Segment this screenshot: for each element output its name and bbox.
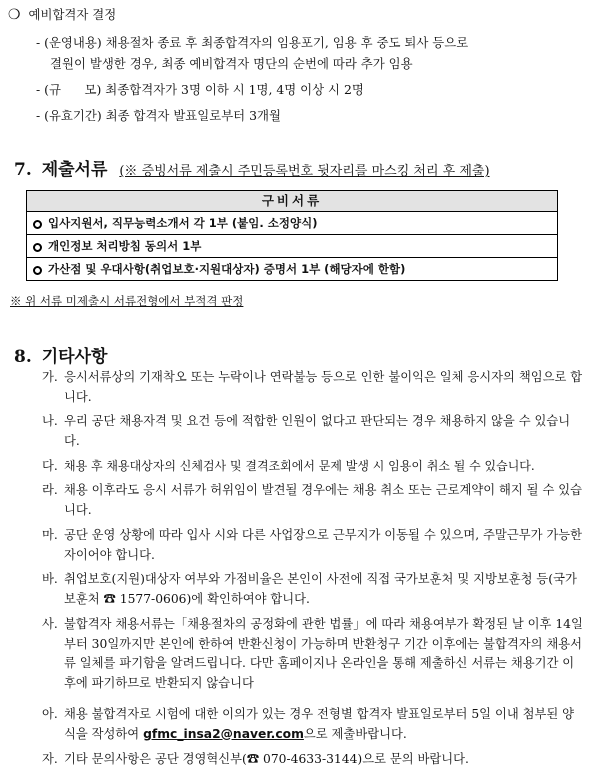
reserve-bullet-3: - (유효기간) 최종 합격자 발표일로부터 3개월 xyxy=(36,108,281,123)
item-marker: 바. xyxy=(42,572,58,586)
item-marker: 가. xyxy=(42,370,58,384)
circle-bullet-icon: ❍ xyxy=(8,7,21,23)
reserve-title-row xyxy=(8,5,116,23)
table-cell: 가산점 및 우대사항(취업보호·지원대상자) 증명서 1부 (해당자에 한함) xyxy=(48,262,406,276)
item-text: 불합격자 채용서류는「채용절차의 공정화에 관한 법률」에 따라 채용여부가 확정된 날 이후 14일부터 30일까지만 본인에 한하여 반환신청이 가능하며 반환청구 기간 이후에는 불합격자의 채용서류 일체를 파기함을 알려드립니다. 다만 홈페이지나 온라인을 통해 제출하신 서류는 채용기간 이후에 파기하므로 반환되지 않습니다 xyxy=(64,617,583,690)
required-documents-table xyxy=(26,190,558,281)
section8-heading xyxy=(14,342,107,367)
item-marker: 사. xyxy=(42,617,58,631)
item-marker: 아. xyxy=(42,707,58,721)
section7-title: 제출서류 xyxy=(41,160,108,180)
item-marker: 마. xyxy=(42,528,58,542)
item-text xyxy=(64,705,584,744)
table-header: 구비서류 xyxy=(27,191,557,212)
table-cell: 입사지원서, 직무능력소개서 각 1부 (붙임. 소정양식) xyxy=(48,216,318,230)
item-text-before: 채용 불합격자로 시험에 대한 이의가 있는 경우 전형별 합격자 발표일로부터 5일 이내 첨부된 양식을 작성하여 xyxy=(64,707,575,741)
item-text-after: 으로 제출바랍니다. xyxy=(303,726,407,741)
section8-number: 8. xyxy=(14,347,32,367)
section7-number: 7. xyxy=(14,160,32,180)
item-text: 취업보호(지원)대상자 여부와 가점비율은 본인이 사전에 직접 국가보훈처 및 지방보훈청 등(국가보훈처 ☎ 1577-0606)에 확인하여야 합니다. xyxy=(64,572,577,606)
contact-email: gfmc_insa2@naver.com xyxy=(143,726,304,741)
item-text: 채용 후 채용대상자의 신체검사 및 결격조회에서 문제 발생 시 임용이 취소 될 수 있습니다. xyxy=(64,459,535,473)
item-text: 채용 이후라도 응시 서류가 허위임이 발견될 경우에는 채용 취소 또는 근로계약이 해지 될 수 있습니다. xyxy=(64,483,582,517)
item-text: 우리 공단 채용자격 및 요건 등에 적합한 인원이 없다고 판단되는 경우 채용하지 않을 수 있습니다. xyxy=(64,414,571,448)
section7-footnote: ※ 위 서류 미제출시 서류전형에서 부적격 판정 xyxy=(10,294,244,308)
table-row xyxy=(27,235,557,258)
circle-bullet-icon xyxy=(33,243,42,252)
table-row xyxy=(27,212,557,235)
circle-bullet-icon xyxy=(33,266,42,275)
section7-heading xyxy=(14,155,490,180)
item-marker: 자. xyxy=(42,752,58,766)
reserve-title: 예비합격자 결정 xyxy=(28,7,117,22)
section7-note: (※ 증빙서류 제출시 주민등록번호 뒷자리를 마스킹 처리 후 제출) xyxy=(119,164,490,179)
reserve-bullet-1: - (운영내용) 채용절차 종료 후 최종합격자의 임용포기, 임용 후 중도 퇴사 등으로 xyxy=(36,35,469,50)
reserve-bullet-2: - (규 모) 최종합격자가 3명 이하 시 1명, 4명 이상 시 2명 xyxy=(36,82,364,97)
item-marker: 나. xyxy=(42,414,58,428)
item-text: 응시서류상의 기재착오 또는 누락이나 연락불능 등으로 인한 불이익은 일체 응시자의 책임으로 합니다. xyxy=(64,370,583,404)
table-cell: 개인정보 처리방침 동의서 1부 xyxy=(48,239,202,253)
reserve-bullet-1-cont: 결원이 발생한 경우, 최종 예비합격자 명단의 순번에 따라 추가 임용 xyxy=(50,56,413,71)
item-marker: 다. xyxy=(42,459,58,473)
circle-bullet-icon xyxy=(33,220,42,229)
item-marker: 라. xyxy=(42,483,58,497)
item-text: 기타 문의사항은 공단 경영혁신부(☎ 070-4633-3144)으로 문의 바랍니다. xyxy=(64,752,469,766)
item-text: 공단 운영 상황에 따라 입사 시와 다른 사업장으로 근무지가 이동될 수 있으며, 주말근무가 가능한 자이어야 합니다. xyxy=(64,528,582,562)
section8-title: 기타사항 xyxy=(41,347,108,367)
table-row xyxy=(27,258,557,280)
